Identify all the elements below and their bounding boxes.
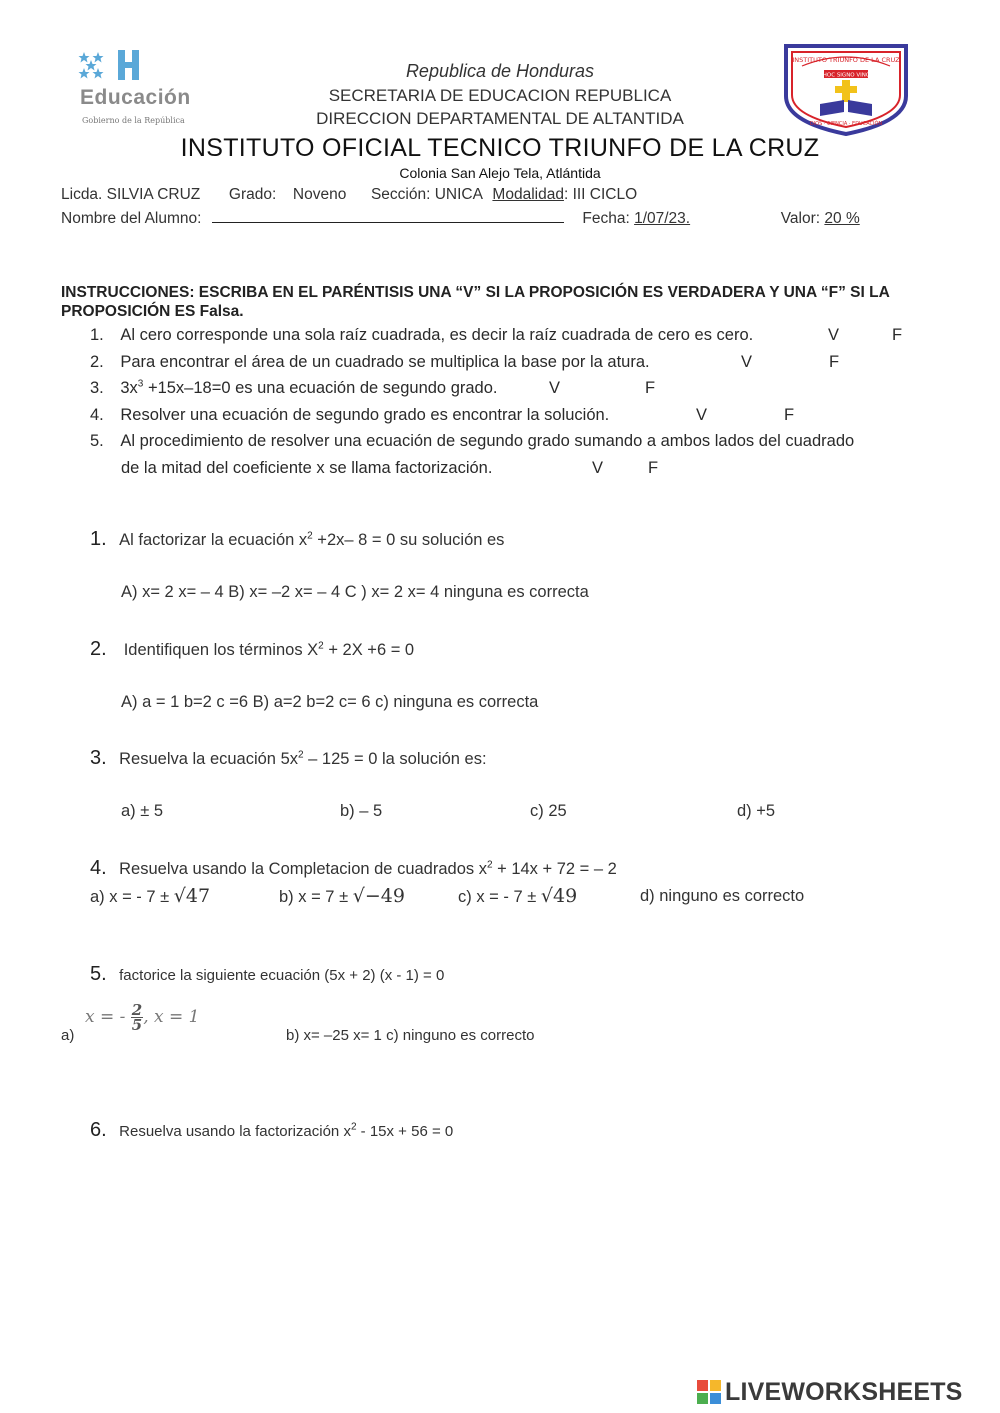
exponent: 2 [486, 859, 493, 871]
question-number: 1. [90, 528, 107, 550]
exponent: 2 [318, 640, 324, 652]
option-label: a) x = - 7 ± [90, 888, 174, 906]
option-label: b) x = 7 ± [279, 888, 353, 906]
numerator: 2 [131, 1001, 143, 1019]
tf-item-1 [90, 326, 753, 345]
tf-item-5 [90, 432, 854, 451]
question-text: factorice la siguiente ecuación (5x + 2) (x - 1) = 0 [119, 967, 445, 984]
fecha-value: 1/07/23. [634, 210, 691, 227]
exponent: 2 [307, 530, 313, 542]
info-line-student [61, 208, 860, 228]
question-5 [90, 963, 444, 986]
tf-number: 5. [90, 432, 104, 450]
republica-title: Republica de Honduras [405, 61, 595, 81]
fecha-label: Fecha: [582, 210, 630, 227]
svg-text:INSTITUTO TRIUNFO DE LA CRUZ: INSTITUTO TRIUNFO DE LA CRUZ [792, 56, 900, 64]
question-text: Al factorizar la ecuación x [119, 531, 308, 549]
question-3-option-d[interactable]: d) +5 [737, 802, 776, 820]
tf-text: Al cero corresponde una sola raíz cuadrada, es decir la raíz cuadrada de cero es cero. [120, 326, 754, 344]
sqrt-expression: √49 [540, 885, 578, 907]
tf-v-3[interactable]: V [549, 379, 561, 397]
exponent: 3 [137, 378, 144, 390]
exponent: 2 [298, 749, 304, 761]
educacion-brand: Educación [80, 86, 191, 109]
valor-label: Valor: [780, 210, 821, 227]
student-name-field[interactable] [212, 208, 564, 223]
tf-item-5-line2: de la mitad del coeficiente x se llama factorización. [121, 459, 493, 477]
question-1-options[interactable]: A) x= 2 x= – 4 B) x= –2 x= – 4 C ) x= 2 x= 4 ninguna es correcta [121, 583, 589, 601]
question-1 [90, 528, 504, 551]
question-text: – 125 = 0 la solución es: [303, 750, 487, 768]
colonia-subtitle: Colonia San Alejo Tela, Atlántida [399, 165, 601, 181]
question-6 [90, 1119, 453, 1142]
tf-text: 3x [120, 379, 138, 397]
question-3-option-c[interactable]: c) 25 [530, 802, 567, 820]
question-4-option-b[interactable] [279, 885, 405, 907]
teacher-name: Licda. SILVIA CRUZ [61, 186, 201, 203]
option-label: c) x = - 7 ± [458, 888, 541, 906]
valor-value: 20 % [824, 210, 860, 227]
honduras-h-icon [78, 48, 140, 84]
question-text: Resuelva usando la Completacion de cuadrados x [119, 860, 487, 878]
liveworksheets-brand: LIVEWORKSHEETS [725, 1378, 963, 1406]
nombre-label: Nombre del Alumno: [61, 210, 202, 227]
grado-value: Noveno [292, 186, 347, 203]
question-5-option-a-label[interactable]: a) [61, 1027, 75, 1044]
grado-label: Grado: [228, 186, 277, 203]
question-text: +2x– 8 = 0 su solución es [312, 531, 505, 549]
gobierno-subtitle: Gobierno de la República [82, 116, 185, 125]
info-line-teacher [61, 186, 637, 204]
svg-text:IN HOC SIGNO VINCES: IN HOC SIGNO VINCES [815, 72, 877, 79]
question-text: Resuelva usando la factorización x [119, 1123, 351, 1140]
school-crest-icon [780, 40, 912, 136]
question-number: 4. [90, 857, 107, 879]
instructions: INSTRUCCIONES: ESCRIBA EN EL PARÉNTISIS UNA “V” SI LA PROPOSICIÓN ES VERDADERA Y UNA “F” SI LA PROPOSICIÓN ES Falsa. [61, 284, 890, 320]
question-number: 5. [90, 963, 107, 985]
question-4-option-a[interactable] [90, 885, 210, 907]
question-3 [90, 747, 487, 770]
question-number: 2. [90, 638, 107, 660]
question-text: Resuelva la ecuación 5x [119, 750, 298, 768]
denominator: 5 [131, 1016, 143, 1034]
tf-number: 1. [90, 326, 104, 344]
question-text: Identifiquen los términos X [119, 641, 319, 659]
tf-f-2[interactable]: F [829, 353, 840, 371]
tf-v-1[interactable]: V [828, 326, 840, 344]
question-5-option-b[interactable]: b) x= –25 x= 1 c) ninguno es correcto [286, 1027, 535, 1044]
exponent: 2 [350, 1121, 357, 1133]
institute-title: INSTITUTO OFICIAL TECNICO TRIUNFO DE LA CRUZ [180, 134, 820, 162]
svg-text:DIOS · CIENCIA · EDUCACIÓN: DIOS · CIENCIA · EDUCACIÓN [809, 121, 883, 127]
tf-number: 2. [90, 353, 104, 371]
question-4-option-d[interactable]: d) ninguno es correcto [640, 887, 805, 905]
question-text: + 2X +6 = 0 [323, 641, 415, 659]
secretaria-title: SECRETARIA DE EDUCACION REPUBLICA [328, 86, 672, 105]
tf-text: +15x–18=0 es una ecuación de segundo grado. [143, 379, 498, 397]
sqrt-expression: √−49 [352, 885, 405, 907]
tf-f-5[interactable]: F [648, 459, 659, 477]
question-number: 6. [90, 1119, 107, 1141]
tf-item-2 [90, 353, 650, 372]
question-3-option-a[interactable]: a) ± 5 [121, 802, 164, 820]
question-2-options[interactable]: A) a = 1 b=2 c =6 B) a=2 b=2 c= 6 c) ninguna es correcta [121, 693, 539, 711]
tf-text: Resolver una ecuación de segundo grado es encontrar la solución. [120, 406, 610, 424]
question-text: + 14x + 72 = – 2 [492, 860, 617, 878]
modalidad-label: Modalidad [492, 186, 564, 203]
question-text: - 15x + 56 = 0 [356, 1123, 454, 1140]
seccion-value: Sección: UNICA [370, 186, 483, 203]
tf-number: 4. [90, 406, 104, 424]
tf-text: Para encontrar el área de un cuadrado se multiplica la base por la atura. [120, 353, 650, 371]
tf-v-4[interactable]: V [696, 406, 708, 424]
question-5-option-a-math[interactable] [85, 1003, 200, 1032]
question-3-option-b[interactable]: b) – 5 [340, 802, 383, 820]
tf-item-4 [90, 406, 609, 425]
modalidad-value: : III CICLO [563, 186, 638, 203]
direccion-title: DIRECCION DEPARTAMENTAL DE ALTANTIDA [316, 109, 684, 128]
sqrt-expression: √47 [173, 885, 211, 907]
tf-item-3 [90, 379, 497, 398]
question-4 [90, 857, 617, 880]
question-number: 3. [90, 747, 107, 769]
tf-text: Al procedimiento de resolver una ecuación de segundo grado sumando a ambos lados del cuadrado [120, 432, 855, 450]
tf-f-1[interactable]: F [892, 326, 903, 344]
tf-number: 3. [90, 379, 104, 397]
tf-v-2[interactable]: V [741, 353, 753, 371]
math-text: x = - [85, 1007, 126, 1027]
tf-v-5[interactable]: V [592, 459, 604, 477]
tf-f-4[interactable]: F [784, 406, 795, 424]
liveworksheets-icon [697, 1380, 721, 1404]
fraction [131, 1003, 143, 1032]
math-text: , x = 1 [143, 1007, 200, 1027]
tf-f-3[interactable]: F [645, 379, 656, 397]
question-2 [90, 638, 414, 661]
question-4-option-c[interactable] [458, 885, 577, 907]
